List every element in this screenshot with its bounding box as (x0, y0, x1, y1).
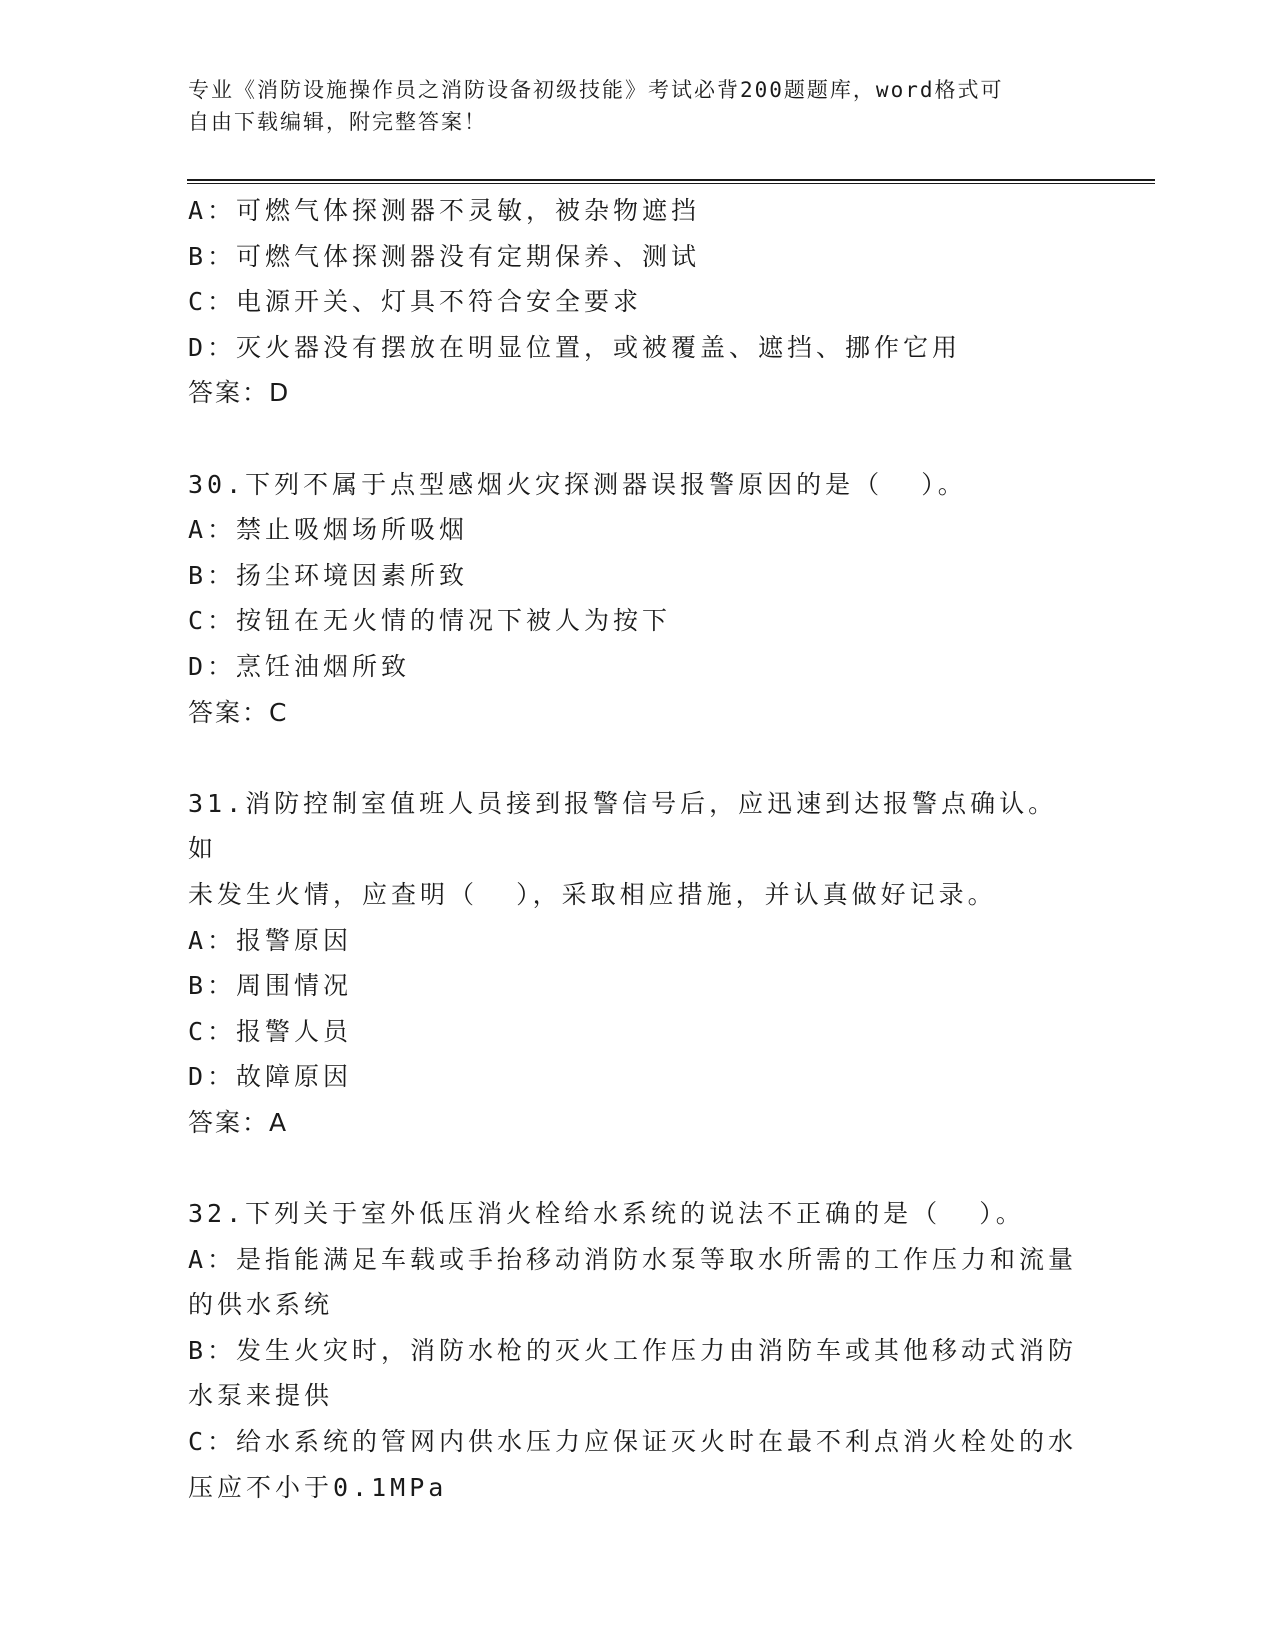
option-b-line-1: B：发生火灾时，消防水枪的灭火工作压力由消防车或其他移动式消防 (188, 1335, 1078, 1365)
question-31-block (188, 781, 1078, 1146)
option-b-line-2: 水泵来提供 (188, 1381, 334, 1411)
option-a: A：报警原因 (188, 925, 353, 955)
option-a-line-2: 的供水系统 (188, 1290, 334, 1320)
option-d: D：灭火器没有摆放在明显位置，或被覆盖、遮挡、挪作它用 (188, 332, 962, 362)
option-c-line-2: 压应不小于0.1MPa (188, 1472, 448, 1502)
answer-text: 答案：A (188, 1107, 289, 1137)
question-32-block (188, 1191, 1078, 1510)
header-divider-thick (187, 179, 1155, 181)
option-b: B：周围情况 (188, 971, 353, 1001)
option-a: A：可燃气体探测器不灵敏，被杂物遮挡 (188, 196, 701, 225)
option-b: B：可燃气体探测器没有定期保养、测试 (188, 241, 701, 271)
option-c: C：报警人员 (188, 1016, 353, 1046)
option-d: D：烹饪油烟所致 (188, 651, 411, 681)
option-b: B：扬尘环境因素所致 (188, 560, 469, 590)
spacer (188, 735, 1078, 781)
answer-text: 答案：D (188, 378, 291, 408)
question-stem: 32.下列关于室外低压消火栓给水系统的说法不正确的是（ ）。 (188, 1199, 1025, 1229)
option-d: D：故障原因 (188, 1062, 353, 1092)
answer-text: 答案：C (188, 697, 289, 727)
option-a: A：禁止吸烟场所吸烟 (188, 515, 469, 545)
header-line-2: 自由下载编辑，附完整答案！ (188, 110, 487, 134)
document-body (188, 188, 1078, 1510)
question-stem-line-1: 31.消防控制室值班人员接到报警信号后，应迅速到达报警点确认。如 (188, 788, 1058, 864)
option-c: C：电源开关、灯具不符合安全要求 (188, 287, 643, 317)
header-line-1: 专业《消防设施操作员之消防设备初级技能》考试必背200题题库，word格式可 (188, 78, 1004, 102)
question-stem: 30.下列不属于点型感烟火灾探测器误报警原因的是（ ）。 (188, 469, 967, 499)
spacer (188, 416, 1078, 462)
question-stem-line-2: 未发生火情，应查明（ ），采取相应措施，并认真做好记录。 (188, 879, 997, 909)
question-30-block (188, 462, 1078, 736)
option-c: C：按钮在无火情的情况下被人为按下 (188, 606, 672, 636)
option-c-line-1: C：给水系统的管网内供水压力应保证灭火时在最不利点消火栓处的水 (188, 1427, 1078, 1457)
header-divider-thin (187, 183, 1155, 184)
spacer (188, 1145, 1078, 1191)
previous-question-block (188, 188, 1078, 416)
option-a-line-1: A：是指能满足车载或手抬移动消防水泵等取水所需的工作压力和流量 (188, 1244, 1078, 1274)
document-header (188, 74, 1068, 138)
